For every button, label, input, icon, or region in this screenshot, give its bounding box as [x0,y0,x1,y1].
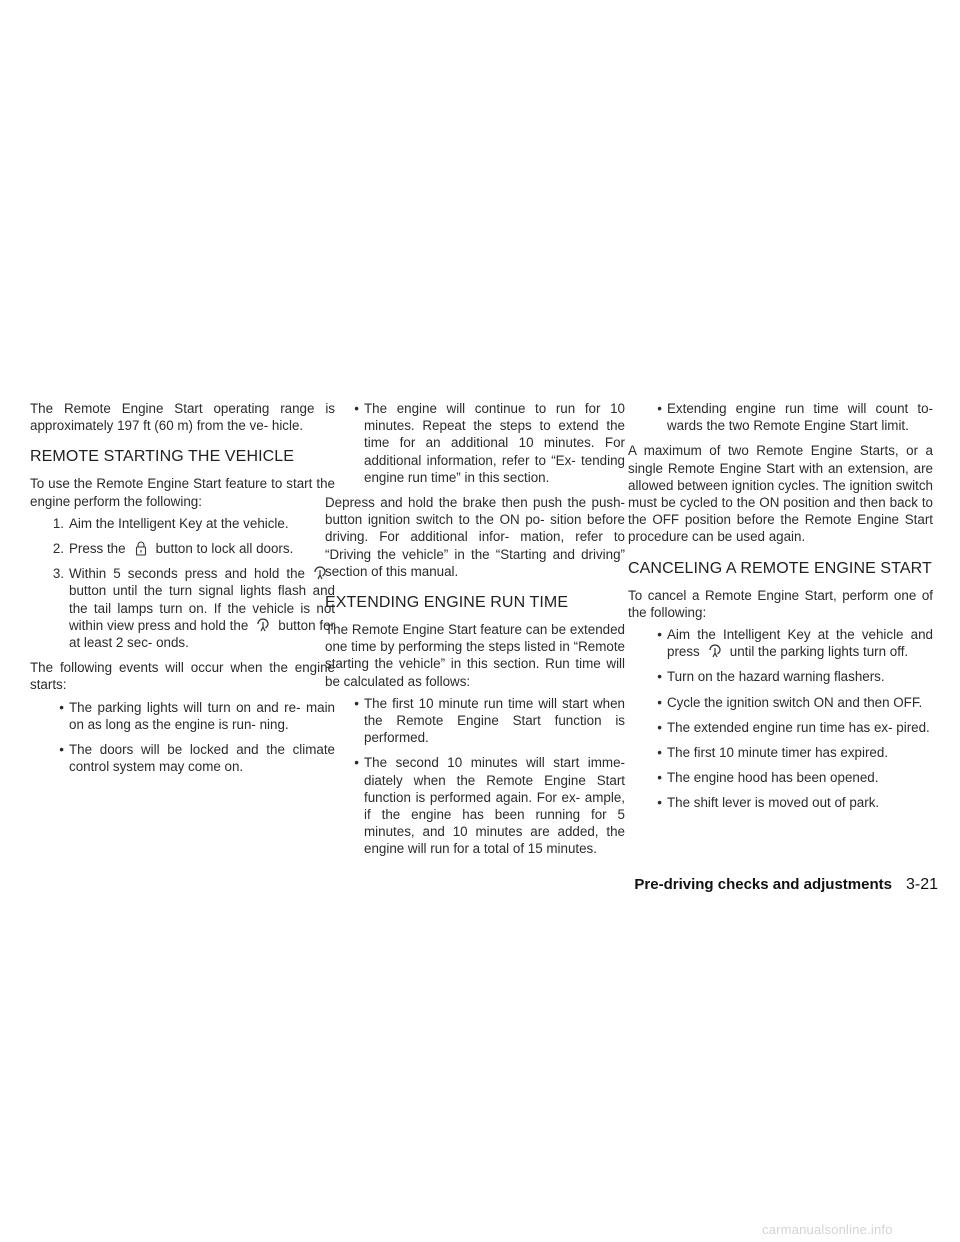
remote-starting-lead: To use the Remote Engine Start feature to start the engine perform the following: [30,476,335,509]
list-item [30,741,335,775]
bullet: • [657,627,662,643]
canceling-heading: CANCELING A REMOTE ENGINE START [628,559,932,577]
step-text: Aim the Intelligent Key at the vehicle. [69,515,289,531]
list-item-text: The doors will be locked and the climate control system may come on. [69,742,335,775]
list-item [628,794,933,811]
bullet: • [657,669,662,685]
section-title: Pre-driving checks and adjustments [634,876,892,893]
step-text [69,565,335,651]
extending-lead: The Remote Engine Start feature can be extended one time by performing the steps listed in “Remote starting the vehicle” in this section. Run time will be calculated as follows: [325,622,625,689]
list-item [628,668,933,685]
aim-text-pre: Aim the Intelligent Key at the vehicle and press [667,627,933,660]
list-item-text: The first 10 minute timer has expired. [667,745,889,761]
canceling-lead: To cancel a Remote Engine Start, perform one of the following: [628,587,933,620]
list-item [628,719,933,736]
column-2 [325,400,625,866]
extending-heading: EXTENDING ENGINE RUN TIME [325,594,569,612]
events-lead: The following events will occur when the engine starts: [30,660,335,693]
bullet: • [354,695,359,711]
bullet: • [657,694,662,710]
page-footer [592,876,938,894]
list-item-text: The extended engine run time has ex- pired. [667,719,930,735]
list-item-text: The engine hood has been opened. [667,770,879,786]
bullet: • [657,770,662,786]
list-item-text: Cycle the ignition switch ON and then OFF. [667,694,923,710]
column-1 [30,400,335,783]
list-item-text: The shift lever is moved out of park. [667,795,880,811]
bullet: • [59,699,64,715]
step-number: 1. [52,515,64,531]
list-item-text: Extending engine run time will count to- wards the two Remote Engine Start limit. [667,401,933,434]
list-item [325,400,625,486]
step-text [69,540,335,557]
lock-icon [130,541,152,555]
list-item [325,754,625,857]
list-item [628,694,933,711]
remote-starting-heading: REMOTE STARTING THE VEHICLE [30,448,295,466]
list-item-text: The first 10 minute run time will start when the Remote Engine Start function is performed. [364,695,625,746]
bullet: • [354,401,359,416]
list-item-text: The engine will continue to run for 10 minutes. Repeat the steps to extend the time for an additional 10 minutes. For additional information, refer to “Ex- tending engine run time” in this section. [364,401,625,485]
step-text-post2: button for at least 2 sec- onds. [69,617,335,651]
watermark: carmanualsonline.info [762,1222,893,1237]
list-item [325,695,625,747]
step-text-post: button until the turn signal lights flash and the tail lamps turn on. If the vehicle is not within view press and hold the [69,583,335,633]
max-starts-paragraph: A maximum of two Remote Engine Starts, or a single Remote Engine Start with an extension, are allowed between ignition cycles. The ignition switch must be cycled to the ON position and then back to the OFF position before the Remote Engine Start procedure can be used again. [628,443,933,545]
list-item-text: The parking lights will turn on and re- main on as long as the engine is run- ning. [69,699,335,732]
step-text-pre: Within 5 seconds press and hold the [69,566,305,582]
bullet: • [657,795,662,811]
column-3 [628,400,933,820]
step-text-pre: Press the [69,541,126,557]
bullet: • [354,755,359,771]
step-number: 3. [52,566,64,582]
list-item-text [667,626,933,660]
step-number: 2. [52,541,64,557]
remote-start-icon [252,618,274,632]
range-paragraph: The Remote Engine Start operating range is approximately 197 ft (60 m) from the ve- hicle. [30,401,335,434]
brake-paragraph: Depress and hold the brake then push the push-button ignition switch to the ON po- sition before driving. For additional infor- mation, refer to “Driving the vehicle” in the “Starting and driving” section of this manual. [325,495,625,579]
remote-start-icon [704,644,726,658]
step-1 [30,515,335,532]
list-item [30,699,335,733]
page-number: 3-21 [905,876,938,893]
list-item [628,744,933,761]
list-item [628,769,933,786]
step-text-post: button to lock all doors. [155,541,294,557]
bullet: • [657,401,662,416]
bullet: • [657,745,662,761]
list-item-text: The second 10 minutes will start imme- diately when the Remote Engine Start function is performed again. For ex- ample, if the engine has been running for 5 minutes, and 10 minutes are added, the engine will run for a total of 15 minutes. [364,755,625,857]
bullet: • [59,742,64,758]
list-item-text: Turn on the hazard warning flashers. [667,669,885,685]
list-item [628,400,933,434]
step-2 [30,540,335,557]
list-item [628,626,933,660]
step-3 [30,565,335,651]
bullet: • [657,719,662,735]
aim-text-post: until the parking lights turn off. [729,644,909,660]
